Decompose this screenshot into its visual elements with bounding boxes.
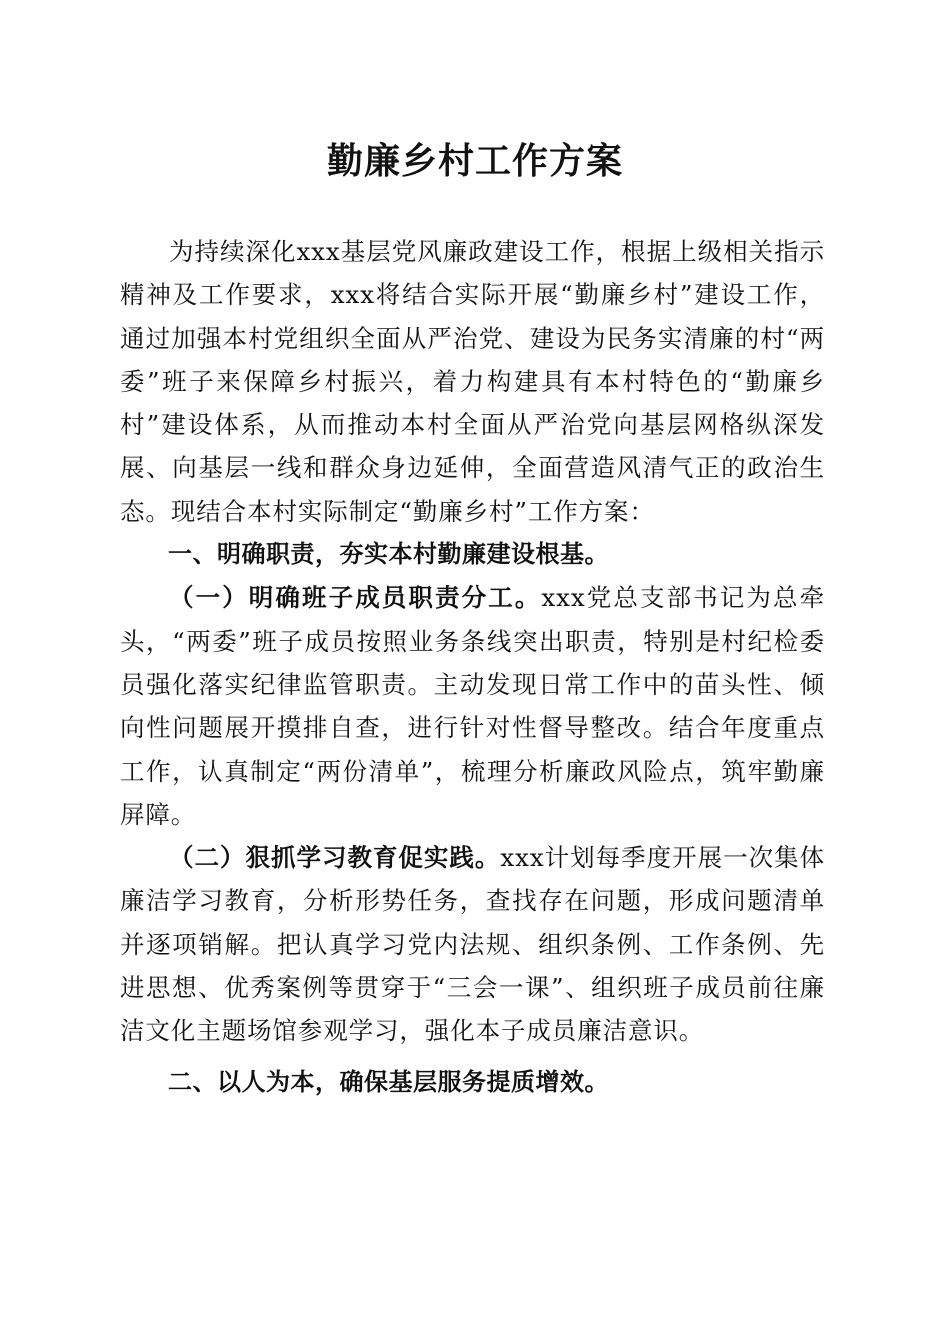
section-2-heading: 二、以人为本，确保基层服务提质增效。	[168, 1067, 609, 1096]
section-1-item-1	[120, 576, 825, 836]
document-body	[120, 230, 825, 1104]
section-1-item-2-title: （二）狠抓学习教育促实践。	[169, 843, 501, 873]
section-1-item-2-text: xxx计划每季度开展一次集体廉洁学习教育，分析形势任务，查找存在问题，形成问题清单并逐项销解。把认真学习党内法规、组织条例、工作条例、先进思想、优秀案例等贯穿于“三会一课”、组织班子成员前往廉洁文化主题场馆参观学习，强化本子成员廉洁意识。	[120, 843, 825, 1046]
section-1-heading: 一、明确职责，夯实本村勤廉建设根基。	[168, 540, 609, 569]
section-1-item-1-title: （一）明确班子成员职责分工。	[169, 583, 542, 613]
section-1-item-2	[120, 836, 825, 1052]
intro-paragraph: 为持续深化xxx基层党风廉政建设工作，根据上级相关指示精神及工作要求，xxx将结合实际开展“勤廉乡村”建设工作，通过加强本村党组织全面从严治党、建设为民务实清廉的村“两委”班子来保障乡村振兴，着力构建具有本村特色的“勤廉乡村”建设体系，从而推动本村全面从严治党向基层网格纵深发展、向基层一线和群众身边延伸，全面营造风清气正的政治生态。现结合本村实际制定“勤廉乡村”工作方案：	[120, 237, 825, 526]
section-1-item-1-text: xxx党总支部书记为总牵头，“两委”班子成员按照业务条线突出职责，特别是村纪检委员强化落实纪律监管职责。主动发现日常工作中的苗头性、倾向性问题展开摸排自查，进行针对性督导整改。结合年度重点工作，认真制定“两份清单”，梳理分析廉政风险点，筑牢勤廉屏障。	[120, 583, 825, 829]
document-title: 勤廉乡村工作方案	[326, 140, 623, 182]
